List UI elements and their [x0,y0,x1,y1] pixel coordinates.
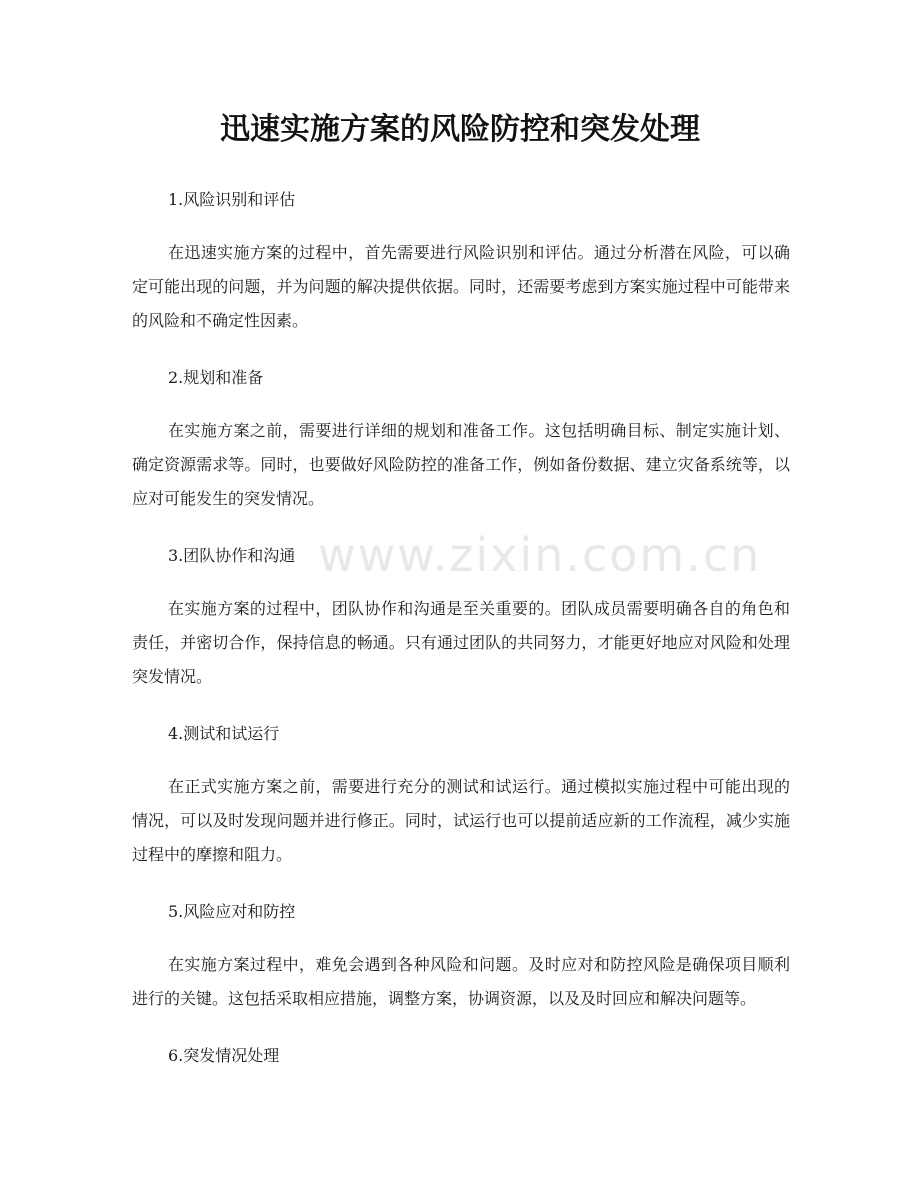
section-1 [132,184,790,338]
section-paragraph: 在实施方案的过程中，团队协作和沟通是至关重要的。团队成员需要明确各自的角色和责任，并密切合作，保持信息的畅通。只有通过团队的共同努力，才能更好地应对风险和处理突发情况。 [132,599,790,686]
section-heading: 2.规划和准备 [168,368,264,387]
section-heading: 3.团队协作和沟通 [168,546,296,565]
document-title: 迅速实施方案的风险防控和突发处理 [220,112,700,147]
section-heading: 1.风险识别和评估 [168,190,296,209]
section-6 [132,1040,790,1072]
section-paragraph: 在迅速实施方案的过程中，首先需要进行风险识别和评估。通过分析潜在风险，可以确定可能出现的问题，并为问题的解决提供依据。同时，还需要考虑到方案实施过程中可能带来的风险和不确定性因素。 [132,243,790,330]
section-4 [132,718,790,872]
section-heading: 6.突发情况处理 [168,1046,280,1065]
section-5 [132,896,790,1016]
section-heading: 4.测试和试运行 [168,724,280,743]
section-2 [132,362,790,516]
section-paragraph: 在正式实施方案之前，需要进行充分的测试和试运行。通过模拟实施过程中可能出现的情况，可以及时发现问题并进行修正。同时，试运行也可以提前适应新的工作流程，减少实施过程中的摩擦和阻力。 [132,777,790,864]
section-paragraph: 在实施方案之前，需要进行详细的规划和准备工作。这包括明确目标、制定实施计划、确定资源需求等。同时，也要做好风险防控的准备工作，例如备份数据、建立灾备系统等，以应对可能发生的突发情况。 [132,421,790,508]
section-paragraph: 在实施方案过程中，难免会遇到各种风险和问题。及时应对和防控风险是确保项目顺利进行的关键。这包括采取相应措施，调整方案，协调资源，以及及时回应和解决问题等。 [132,955,790,1008]
section-heading: 5.风险应对和防控 [168,902,296,921]
document-body [132,184,790,1092]
watermark: www.zixin.com.cn [318,528,762,582]
section-3 [132,540,790,694]
